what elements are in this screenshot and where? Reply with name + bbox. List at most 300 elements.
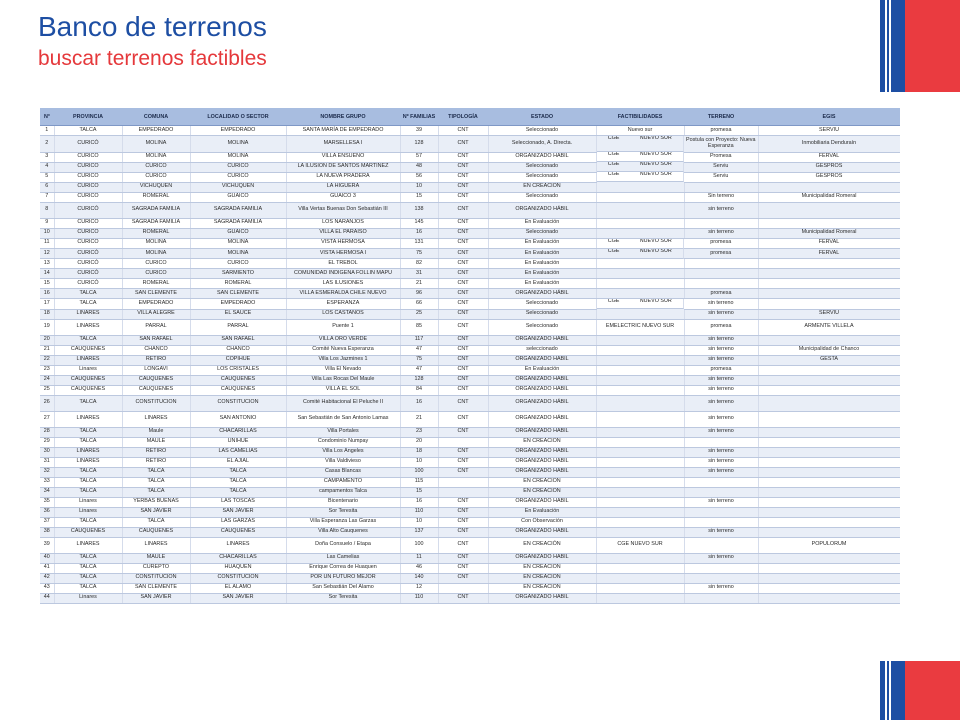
cell-provincia: Linares — [54, 593, 122, 603]
cell-localidad: MOLINA — [190, 152, 286, 162]
cell-comuna: EMPEDRADO — [122, 126, 190, 136]
cell-estado: Seleccionado — [488, 172, 596, 182]
cell-nombre-grupo: Puente 1 — [286, 319, 400, 335]
cell-nombre-grupo: LA HIGUERA — [286, 182, 400, 192]
cell-num: 35 — [40, 497, 54, 507]
cell-comuna: YERBAS BUENAS — [122, 497, 190, 507]
cell-estado: Seleccionado — [488, 192, 596, 202]
cell-comuna: LINARES — [122, 411, 190, 427]
cell-provincia: TALCA — [54, 573, 122, 583]
cell-terreno: sin terreno — [684, 355, 758, 365]
cell-egis — [758, 573, 900, 583]
cell-familias: 16 — [400, 497, 438, 507]
cell-factibilidades — [597, 249, 685, 259]
cell-familias: 110 — [400, 593, 438, 603]
cell-provincia: CURICÓ — [54, 182, 122, 192]
column-header-factibilidades: FACTIBILIDADES — [596, 108, 684, 126]
cell-familias: 47 — [400, 345, 438, 355]
cell-egis: FERVAL — [758, 249, 900, 259]
cell-estado: EN CREACIÓN — [488, 573, 596, 583]
table-row — [40, 411, 900, 427]
cell-terreno — [684, 563, 758, 573]
terrenos-table — [40, 108, 900, 604]
cell-factibilidades — [596, 411, 684, 427]
cell-egis — [758, 202, 900, 218]
cell-num: 9 — [40, 218, 54, 228]
cell-tipologia — [438, 437, 488, 447]
cell-factibilidades — [596, 573, 684, 583]
cell-nombre-grupo: Bicentenario — [286, 497, 400, 507]
cell-factibilidades — [597, 162, 685, 172]
cell-terreno: sin terreno — [684, 553, 758, 563]
cell-nombre-grupo: LA NUEVA PRADERA — [286, 172, 400, 182]
cell-familias: 100 — [400, 467, 438, 477]
terrenos-table-container — [40, 108, 900, 648]
table-row — [40, 385, 900, 395]
cell-localidad: LOS CRISTALES — [190, 365, 286, 375]
cell-tipologia: CNT — [438, 126, 488, 136]
cell-num: 3 — [40, 152, 54, 162]
cell-familias: 128 — [400, 136, 438, 153]
cell-egis: Municipalidad de Chanco — [758, 345, 900, 355]
cell-familias: 15 — [400, 192, 438, 202]
table-row — [40, 517, 900, 527]
cell-comuna: MAULE — [122, 553, 190, 563]
cell-factibilidades — [596, 593, 684, 603]
cell-num: 19 — [40, 319, 54, 335]
cell-egis — [758, 411, 900, 427]
cell-localidad: EL AJIAL — [190, 457, 286, 467]
cell-estado: En Evaluación — [488, 365, 596, 375]
factibilidad-part: CGE — [607, 136, 620, 141]
cell-tipologia: CNT — [438, 507, 488, 517]
column-header-estado: ESTADO — [488, 108, 596, 126]
cell-egis: Municipalidad Romeral — [758, 228, 900, 238]
cell-localidad: GUAICO — [190, 228, 286, 238]
cell-num: 39 — [40, 537, 54, 553]
cell-num: 11 — [40, 238, 54, 249]
cell-tipologia: CNT — [438, 192, 488, 202]
cell-comuna: CAUQUENES — [122, 385, 190, 395]
cell-comuna: VILLA ALEGRE — [122, 309, 190, 319]
cell-tipologia: CNT — [438, 172, 488, 182]
cell-egis — [758, 507, 900, 517]
cell-nombre-grupo: VISTA HERMOSA I — [286, 249, 400, 259]
cell-egis: FERVAL — [758, 238, 900, 249]
cell-terreno — [684, 279, 758, 289]
cell-familias: 21 — [400, 279, 438, 289]
cell-nombre-grupo: Comité Habitacional El Peluche II — [286, 395, 400, 411]
cell-factibilidades — [596, 259, 684, 269]
cell-terreno: sin terreno — [684, 583, 758, 593]
cell-tipologia: CNT — [438, 563, 488, 573]
cell-familias: 100 — [400, 537, 438, 553]
cell-egis — [758, 517, 900, 527]
cell-comuna: SAN CLEMENTE — [122, 583, 190, 593]
cell-terreno: sin terreno — [684, 335, 758, 345]
cell-provincia: Linares — [54, 507, 122, 517]
cell-num: 37 — [40, 517, 54, 527]
factibilidad-part: CGE — [607, 238, 620, 244]
factibilidad-part: CGE — [607, 248, 620, 254]
cell-provincia: CURICÓ — [54, 202, 122, 218]
cell-provincia: CURICÓ — [54, 279, 122, 289]
cell-estado: EN CREACIÓN — [488, 583, 596, 593]
cell-num: 10 — [40, 228, 54, 238]
page-subtitle: buscar terrenos factibles — [38, 47, 267, 70]
cell-comuna: LONGAVI — [122, 365, 190, 375]
cell-nombre-grupo: Villa Los Jazmines 1 — [286, 355, 400, 365]
cell-provincia: TALCA — [54, 299, 122, 310]
cell-estado: Seleccionado — [488, 228, 596, 238]
cell-terreno: sin terreno — [684, 395, 758, 411]
cell-num: 18 — [40, 309, 54, 319]
cell-num: 30 — [40, 447, 54, 457]
cell-familias: 23 — [400, 427, 438, 437]
cell-egis: GESPROS — [758, 172, 900, 182]
cell-tipologia: CNT — [438, 457, 488, 467]
flag-decoration-top — [880, 0, 960, 92]
table-row — [40, 335, 900, 345]
cell-tipologia: CNT — [438, 289, 488, 299]
cell-familias: 39 — [400, 126, 438, 136]
cell-estado: En Evaluación — [488, 249, 596, 259]
cell-comuna: ROMERAL — [122, 192, 190, 202]
cell-comuna: CURICO — [122, 172, 190, 182]
factibilidad-part: CGE — [607, 299, 620, 304]
cell-estado: Seleccionado — [488, 162, 596, 172]
cell-localidad: CAUQUENES — [190, 375, 286, 385]
cell-terreno: sin terreno — [684, 299, 758, 310]
cell-num: 15 — [40, 279, 54, 289]
cell-tipologia — [438, 583, 488, 593]
cell-comuna: EMPEDRADO — [122, 299, 190, 310]
cell-provincia: CAUQUENES — [54, 345, 122, 355]
cell-num: 17 — [40, 299, 54, 310]
cell-provincia: TALCA — [54, 477, 122, 487]
cell-localidad: EMPEDRADO — [190, 299, 286, 310]
cell-tipologia: CNT — [438, 319, 488, 335]
cell-familias: 48 — [400, 162, 438, 172]
cell-comuna: SAN RAFAEL — [122, 335, 190, 345]
cell-provincia: CAUQUENES — [54, 527, 122, 537]
cell-estado: ORGANIZADO HÁBIL — [488, 427, 596, 437]
cell-egis — [758, 375, 900, 385]
cell-tipologia — [438, 477, 488, 487]
cell-localidad: SAGRADA FAMILIA — [190, 202, 286, 218]
cell-localidad: GUAICO — [190, 192, 286, 202]
cell-familias: 12 — [400, 583, 438, 593]
cell-terreno — [684, 218, 758, 228]
cell-factibilidades — [596, 182, 684, 192]
cell-localidad: CONSTITUCION — [190, 395, 286, 411]
cell-num: 1 — [40, 126, 54, 136]
cell-tipologia: CNT — [438, 553, 488, 563]
cell-factibilidades — [596, 202, 684, 218]
cell-estado: En Evaluación — [488, 269, 596, 279]
cell-terreno — [684, 593, 758, 603]
cell-egis — [758, 497, 900, 507]
cell-terreno — [684, 573, 758, 583]
cell-terreno: sin terreno — [684, 228, 758, 238]
cell-provincia: LINARES — [54, 537, 122, 553]
cell-comuna: RETIRO — [122, 447, 190, 457]
cell-terreno — [684, 259, 758, 269]
cell-num: 21 — [40, 345, 54, 355]
cell-provincia: CURICÓ — [54, 249, 122, 259]
cell-comuna: PARRAL — [122, 319, 190, 335]
cell-factibilidades: CGE NUEVO SUR — [596, 537, 684, 553]
cell-factibilidades — [596, 507, 684, 517]
cell-estado: Seleccionado, A. Directa. — [488, 136, 596, 153]
cell-nombre-grupo: VILLA EL SOL — [286, 385, 400, 395]
cell-familias: 47 — [400, 365, 438, 375]
cell-localidad: CHACARILLAS — [190, 553, 286, 563]
cell-familias: 131 — [400, 238, 438, 249]
cell-familias: 56 — [400, 172, 438, 182]
cell-factibilidades — [597, 172, 685, 182]
cell-tipologia: CNT — [438, 335, 488, 345]
table-row — [40, 269, 900, 279]
cell-familias: 25 — [400, 309, 438, 319]
cell-familias: 10 — [400, 517, 438, 527]
cell-estado: Seleccionado — [488, 319, 596, 335]
cell-familias: 75 — [400, 355, 438, 365]
cell-factibilidades — [596, 487, 684, 497]
cell-comuna: SAGRADA FAMILIA — [122, 218, 190, 228]
cell-provincia: CURICÓ — [54, 162, 122, 172]
cell-estado: En Evaluación — [488, 279, 596, 289]
cell-provincia: LINARES — [54, 319, 122, 335]
cell-comuna: SAN JAVIER — [122, 593, 190, 603]
cell-tipologia — [438, 487, 488, 497]
cell-num: 8 — [40, 202, 54, 218]
table-row — [40, 238, 900, 249]
cell-provincia: CURICÓ — [54, 218, 122, 228]
cell-localidad: CURICO — [190, 259, 286, 269]
table-row — [40, 593, 900, 603]
cell-num: 12 — [40, 249, 54, 259]
cell-familias: 138 — [400, 202, 438, 218]
cell-nombre-grupo: Villa Portales — [286, 427, 400, 437]
cell-nombre-grupo: San Sebastián Del Álamo — [286, 583, 400, 593]
cell-localidad: MOLINA — [190, 136, 286, 153]
cell-nombre-grupo: Villa Las Rocas Del Maule — [286, 375, 400, 385]
cell-nombre-grupo: Casas Blancas — [286, 467, 400, 477]
cell-estado: seleccionado — [488, 345, 596, 355]
cell-factibilidades — [596, 365, 684, 375]
cell-provincia: TALCA — [54, 563, 122, 573]
cell-provincia: TALCA — [54, 487, 122, 497]
cell-estado: ORGANIZADO HÁBIL — [488, 375, 596, 385]
cell-tipologia: CNT — [438, 299, 488, 310]
factibilidad-part: NUEVO SUR — [639, 238, 672, 244]
cell-factibilidades — [596, 563, 684, 573]
cell-factibilidades — [596, 289, 684, 299]
cell-factibilidades — [596, 279, 684, 289]
cell-estado: En Evaluación — [488, 259, 596, 269]
cell-nombre-grupo: Villa Valdivieso — [286, 457, 400, 467]
cell-estado: EN CREACIÓN — [488, 477, 596, 487]
cell-nombre-grupo: VILLA ENSUEÑO — [286, 152, 400, 162]
table-row — [40, 319, 900, 335]
cell-num: 24 — [40, 375, 54, 385]
cell-num: 23 — [40, 365, 54, 375]
cell-comuna: MOLINA — [122, 136, 190, 153]
cell-terreno: promesa — [684, 126, 758, 136]
table-row — [40, 218, 900, 228]
cell-familias: 140 — [400, 573, 438, 583]
cell-nombre-grupo: LA ILUSIÓN DE SANTOS MARTINEZ — [286, 162, 400, 172]
cell-tipologia: CNT — [438, 345, 488, 355]
table-row — [40, 289, 900, 299]
cell-num: 33 — [40, 477, 54, 487]
cell-terreno: sin terreno — [684, 309, 758, 319]
cell-num: 34 — [40, 487, 54, 497]
cell-tipologia: CNT — [438, 573, 488, 583]
cell-factibilidades — [596, 309, 684, 319]
cell-terreno — [684, 507, 758, 517]
table-row — [40, 437, 900, 447]
cell-num: 16 — [40, 289, 54, 299]
cell-tipologia: CNT — [438, 202, 488, 218]
cell-num: 20 — [40, 335, 54, 345]
table-row — [40, 162, 900, 172]
cell-estado: ORGANIZADO HÁBIL — [488, 527, 596, 537]
cell-nombre-grupo: GUAICO 3 — [286, 192, 400, 202]
cell-num: 25 — [40, 385, 54, 395]
cell-estado: ORGANIZADO HÁBIL — [488, 355, 596, 365]
cell-tipologia: CNT — [438, 411, 488, 427]
cell-factibilidades — [597, 152, 685, 162]
cell-tipologia: CNT — [438, 517, 488, 527]
cell-egis — [758, 299, 900, 310]
table-row — [40, 573, 900, 583]
cell-nombre-grupo: Enrique Correa de Huaquen — [286, 563, 400, 573]
cell-tipologia: CNT — [438, 395, 488, 411]
cell-tipologia: CNT — [438, 365, 488, 375]
table-row — [40, 126, 900, 136]
factibilidad-part: NUEVO SUR — [639, 248, 672, 254]
cell-egis: POPULORUM — [758, 537, 900, 553]
cell-provincia: TALCA — [54, 335, 122, 345]
table-row — [40, 527, 900, 537]
cell-localidad: CHACARILLAS — [190, 427, 286, 437]
cell-estado: ORGANIZADO HÁBIL — [488, 152, 596, 162]
cell-estado: EN CREACIÓN — [488, 563, 596, 573]
cell-nombre-grupo: VILLA EL PARAÍSO — [286, 228, 400, 238]
table-row — [40, 395, 900, 411]
column-header-localidad: LOCALIDAD O SECTOR — [190, 108, 286, 126]
cell-nombre-grupo: CAMPAMENTO — [286, 477, 400, 487]
cell-factibilidades — [596, 228, 684, 238]
cell-estado: ORGANIZADO HÁBIL — [488, 289, 596, 299]
cell-nombre-grupo: LOS CASTAÑOS — [286, 309, 400, 319]
table-row — [40, 467, 900, 477]
cell-num: 32 — [40, 467, 54, 477]
cell-factibilidades — [596, 437, 684, 447]
cell-num: 41 — [40, 563, 54, 573]
cell-factibilidades — [596, 218, 684, 228]
cell-familias: 115 — [400, 477, 438, 487]
cell-comuna: VICHUQUEN — [122, 182, 190, 192]
column-header-terreno: TERRENO — [684, 108, 758, 126]
table-row — [40, 447, 900, 457]
cell-num: 26 — [40, 395, 54, 411]
cell-comuna: CONSTITUCION — [122, 395, 190, 411]
factibilidad-part: CGE — [607, 172, 620, 177]
cell-egis — [758, 457, 900, 467]
cell-provincia: CURICÓ — [54, 238, 122, 249]
cell-comuna: MAULE — [122, 437, 190, 447]
cell-terreno — [684, 517, 758, 527]
cell-num: 7 — [40, 192, 54, 202]
cell-nombre-grupo: Condominio Numpay — [286, 437, 400, 447]
cell-factibilidades — [596, 527, 684, 537]
cell-nombre-grupo: Sor Teresita — [286, 507, 400, 517]
table-row — [40, 259, 900, 269]
cell-tipologia: CNT — [438, 279, 488, 289]
cell-comuna: Maule — [122, 427, 190, 437]
cell-localidad: LAS TOSCAS — [190, 497, 286, 507]
cell-provincia: TALCA — [54, 427, 122, 437]
cell-tipologia: CNT — [438, 259, 488, 269]
cell-tipologia: CNT — [438, 228, 488, 238]
cell-comuna: SAN CLEMENTE — [122, 289, 190, 299]
cell-estado: ORGANIZADO HÁBIL — [488, 497, 596, 507]
table-row — [40, 182, 900, 192]
cell-provincia: Linares — [54, 365, 122, 375]
cell-comuna: TALCA — [122, 477, 190, 487]
cell-localidad: MOLINA — [190, 238, 286, 249]
cell-provincia: CURICÓ — [54, 172, 122, 182]
factibilidad-part: NUEVO SUR — [639, 152, 672, 157]
cell-factibilidades — [596, 583, 684, 593]
cell-terreno: Promesa — [684, 152, 758, 162]
cell-egis — [758, 289, 900, 299]
cell-comuna: CURICO — [122, 269, 190, 279]
table-row — [40, 583, 900, 593]
cell-num: 29 — [40, 437, 54, 447]
cell-provincia: TALCA — [54, 553, 122, 563]
cell-tipologia: CNT — [438, 467, 488, 477]
cell-egis — [758, 553, 900, 563]
cell-estado: En Evaluación — [488, 238, 596, 249]
cell-tipologia: CNT — [438, 375, 488, 385]
cell-familias: 10 — [400, 182, 438, 192]
cell-familias: 84 — [400, 385, 438, 395]
cell-num: 2 — [40, 136, 54, 153]
cell-num: 40 — [40, 553, 54, 563]
cell-nombre-grupo: LOS NARANJOS — [286, 218, 400, 228]
factibilidad-part: NUEVO SUR — [639, 172, 672, 177]
cell-num: 38 — [40, 527, 54, 537]
cell-estado: En Evaluación — [488, 507, 596, 517]
cell-terreno: promesa — [684, 365, 758, 375]
cell-localidad: LINARES — [190, 537, 286, 553]
cell-terreno: sin terreno — [684, 202, 758, 218]
cell-estado: ORGANIZADO HÁBIL — [488, 395, 596, 411]
cell-nombre-grupo: Sor Teresita — [286, 593, 400, 603]
cell-nombre-grupo: VILLA ESMERALDA CHILE NUEVO — [286, 289, 400, 299]
column-header-tipologia: TIPOLOGÍA — [438, 108, 488, 126]
cell-egis — [758, 385, 900, 395]
cell-provincia: LINARES — [54, 309, 122, 319]
cell-egis — [758, 477, 900, 487]
cell-nombre-grupo: VILLA ORO VERDE — [286, 335, 400, 345]
cell-comuna: ROMERAL — [122, 279, 190, 289]
cell-tipologia: CNT — [438, 238, 488, 249]
